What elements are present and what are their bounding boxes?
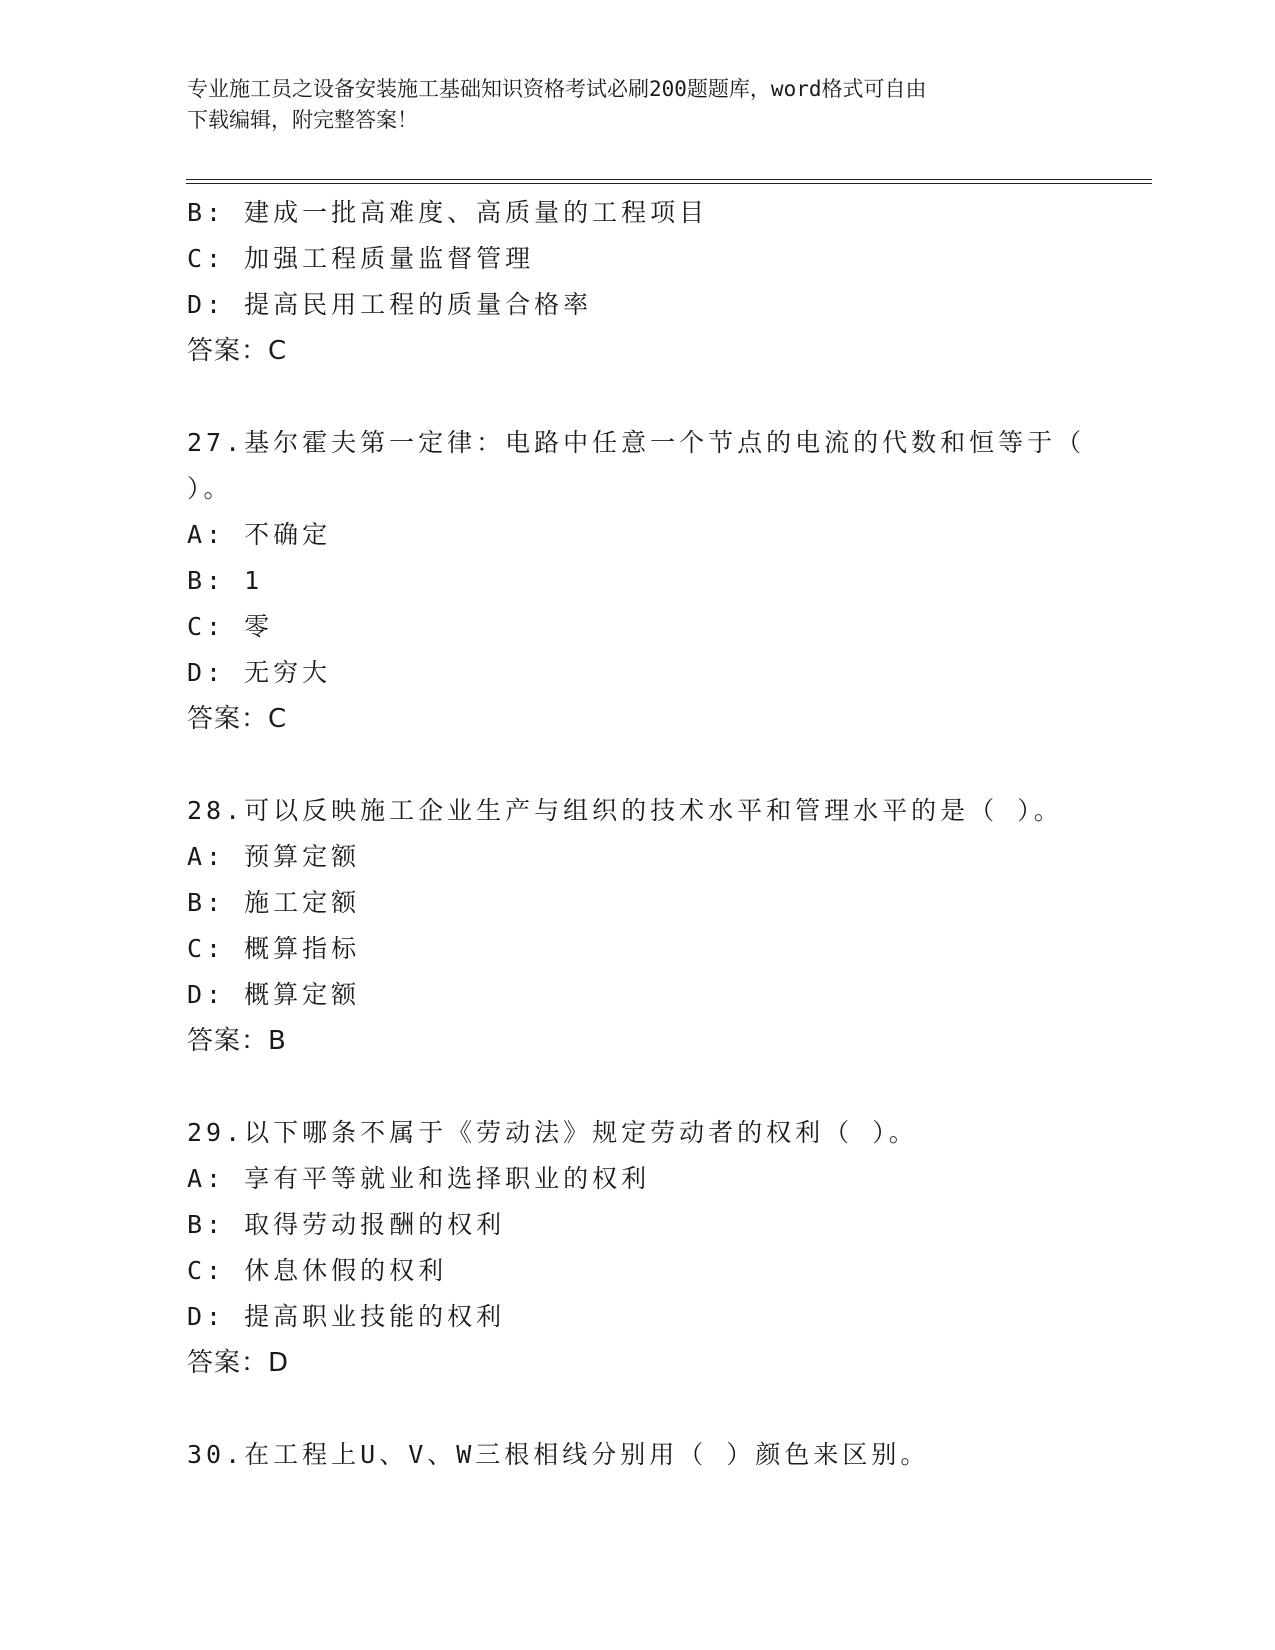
question-28-answer: 答案：B [187, 1026, 287, 1056]
question-28-option-a: A: 预算定额 [187, 842, 361, 871]
question-26 [187, 190, 1087, 374]
question-29-option-c: C: 休息休假的权利 [187, 1256, 448, 1285]
question-27-answer: 答案：C [187, 704, 288, 734]
question-27-stem-line-2: ）。 [187, 474, 233, 503]
question-27-option-c: C: 零 [187, 612, 274, 641]
question-29-option-d: D: 提高职业技能的权利 [187, 1302, 506, 1331]
question-30 [187, 1432, 1087, 1478]
header-divider [186, 179, 1152, 184]
question-28 [187, 788, 1087, 1064]
question-27 [187, 420, 1087, 742]
question-29-stem: 29.以下哪条不属于《劳动法》规定劳动者的权利（ ）。 [187, 1118, 918, 1147]
header-title-line-2: 下载编辑，附完整答案！ [187, 108, 418, 132]
question-gap [187, 1386, 1087, 1432]
question-29 [187, 1110, 1087, 1386]
header-title-line-1: 专业施工员之设备安装施工基础知识资格考试必刷200题题库，word格式可自由 [187, 77, 927, 101]
question-29-option-b: B: 取得劳动报酬的权利 [187, 1210, 506, 1239]
question-26-answer: 答案：C [187, 336, 288, 366]
question-27-stem-line-1: 27.基尔霍夫第一定律：电路中任意一个节点的电流的代数和恒等于（ [187, 428, 1086, 457]
question-28-option-d: D: 概算定额 [187, 980, 361, 1009]
question-28-option-b: B: 施工定额 [187, 888, 361, 917]
question-26-option-c: C: 加强工程质量监督管理 [187, 244, 535, 273]
question-27-option-b: B: 1 [187, 566, 264, 595]
question-26-option-d: D: 提高民用工程的质量合格率 [187, 290, 593, 319]
document-header [187, 74, 1087, 136]
question-30-stem: 30.在工程上U、V、W三根相线分别用（ ）颜色来区别。 [187, 1440, 930, 1469]
question-gap [187, 374, 1087, 420]
question-27-option-d: D: 无穷大 [187, 658, 332, 687]
question-28-stem: 28.可以反映施工企业生产与组织的技术水平和管理水平的是（ ）。 [187, 796, 1063, 825]
question-29-answer: 答案：D [187, 1348, 290, 1378]
question-27-option-a: A: 不确定 [187, 520, 332, 549]
question-gap [187, 1064, 1087, 1110]
question-29-option-a: A: 享有平等就业和选择职业的权利 [187, 1164, 651, 1193]
question-gap [187, 742, 1087, 788]
question-26-option-b: B: 建成一批高难度、高质量的工程项目 [187, 198, 709, 227]
question-list [187, 190, 1087, 1478]
question-28-option-c: C: 概算指标 [187, 934, 361, 963]
